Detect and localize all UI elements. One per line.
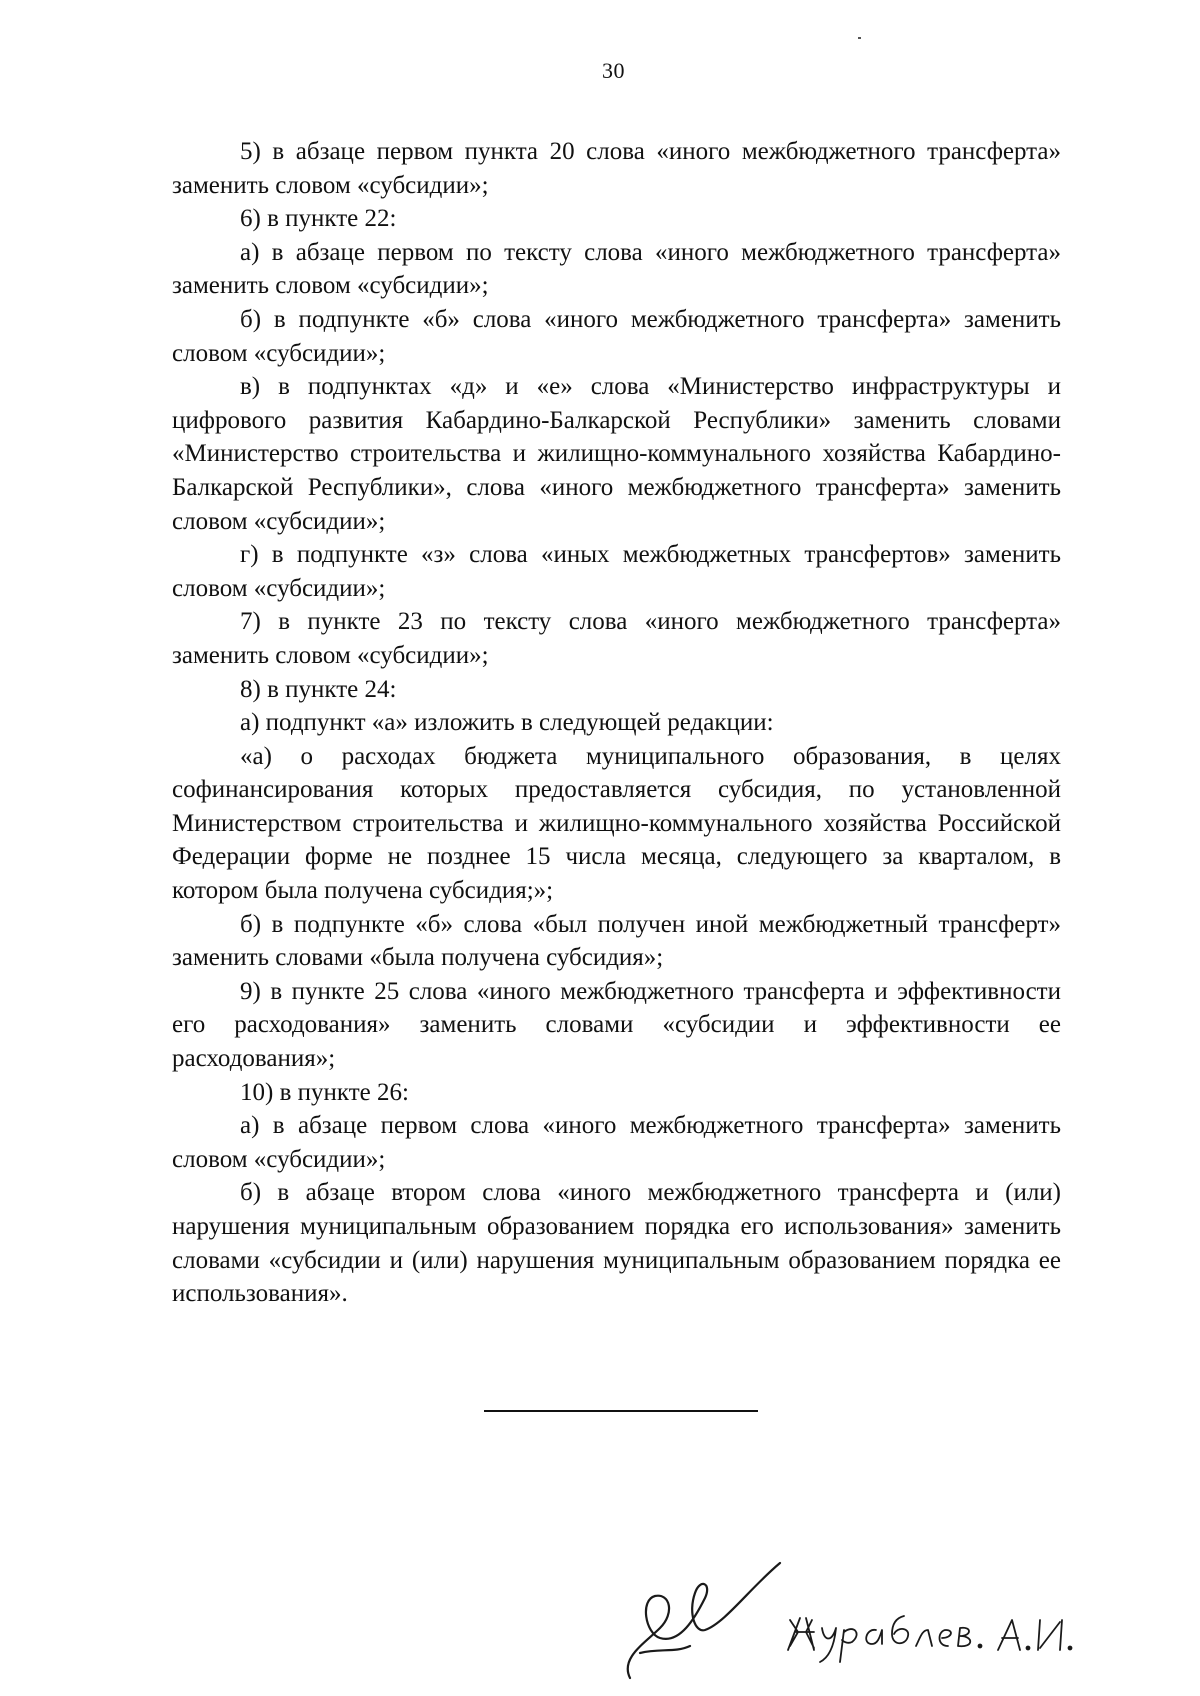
paragraph-8a-quote: «а) о расходах бюджета муниципального образования, в целях софинансирования которых предоставляется субсидия, по установленной Министерством строительства и жилищно-коммунального хозяйства Российской Федерации форме не позднее 15 числа месяца, следующего за кварталом, в котором была получена субсидия;»; xyxy=(172,742,1061,905)
paragraph-item-6: 6) в пункте 22: xyxy=(240,205,397,233)
paragraph-8b: б) в подпункте «б» слова «был получен иной межбюджетный трансферт» заменить словами «была получена субсидия»; xyxy=(172,910,1061,972)
document-body xyxy=(172,135,1061,1311)
paragraph-item-5: 5) в абзаце первом пункта 20 слова «иного межбюджетного трансферта» заменить словом «субсидии»; xyxy=(172,138,1061,199)
paragraph-item-8: 8) в пункте 24: xyxy=(240,675,397,703)
paragraph-10a: а) в абзаце первом слова «иного межбюджетного трансферта» заменить словом «субсидии»; xyxy=(172,1112,1061,1173)
page-number: 30 xyxy=(602,58,625,83)
signature-flourish xyxy=(628,1563,780,1678)
paragraph-6v: в) в подпунктах «д» и «е» слова «Министерство инфраструктуры и цифрового развития Кабардино-Балкарской Республики» заменить словами «Министерство строительства и жилищно-коммунального хозяйства Кабардино-Балкарской Республики», слова «иного межбюджетного трансферта» заменить словом «субсидии»; xyxy=(172,373,1061,535)
end-of-text-divider xyxy=(484,1410,758,1412)
paragraph-item-7: 7) в пункте 23 по тексту слова «иного межбюджетного трансферта» заменить словом «субсидии»; xyxy=(172,608,1061,669)
handwritten-signature xyxy=(600,1558,1120,1688)
paragraph-10b: б) в абзаце втором слова «иного межбюджетного трансферта и (или) нарушения муниципальным образованием порядка его использования» заменить словами «субсидии и (или) нарушения муниципальным образованием порядка ее использования». xyxy=(172,1179,1061,1308)
paragraph-6g: г) в подпункте «з» слова «иных межбюджетных трансфертов» заменить словом «субсидии»; xyxy=(172,541,1061,602)
handwritten-name xyxy=(788,1616,1072,1662)
paragraph-6b: б) в подпункте «б» слова «иного межбюджетного трансферта» заменить словом «субсидии»; xyxy=(172,305,1061,367)
paragraph-6a: а) в абзаце первом по тексту слова «иного межбюджетного трансферта» заменить словом «субсидии»; xyxy=(172,238,1061,300)
paragraph-item-9: 9) в пункте 25 слова «иного межбюджетного трансферта и эффективности его расходования» заменить словами «субсидии и эффективности ее расходования»; xyxy=(172,977,1061,1073)
scan-artifact xyxy=(858,37,861,39)
paragraph-item-10: 10) в пункте 26: xyxy=(240,1078,409,1106)
paragraph-8a: а) подпункт «а» изложить в следующей редакции: xyxy=(240,709,774,737)
